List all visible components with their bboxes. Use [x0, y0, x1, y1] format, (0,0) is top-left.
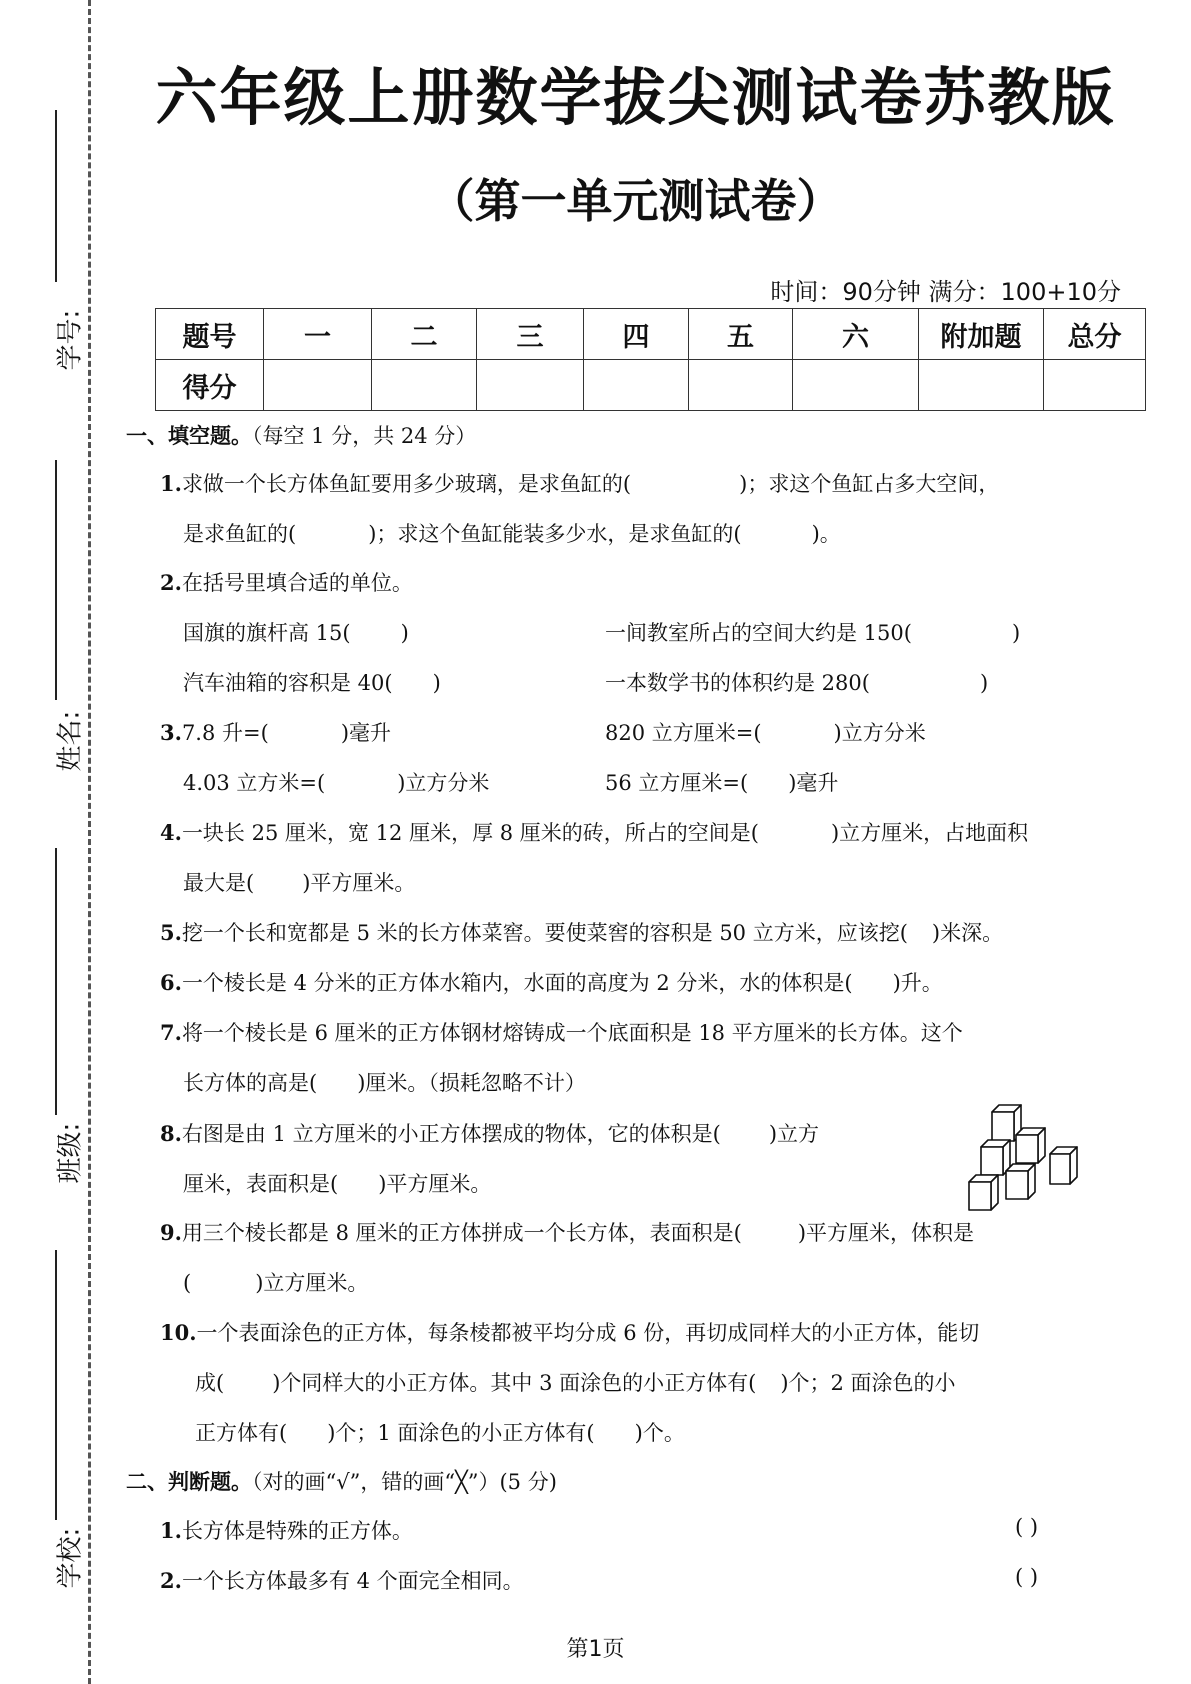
question-2-item-b — [605, 617, 1020, 647]
name-label: 姓名: — [55, 710, 86, 772]
question-text: 正方体有( — [195, 1421, 288, 1445]
question-text: )；求这个鱼缸占多大空间， — [739, 472, 1000, 496]
question-9-line-1 — [160, 1217, 974, 1247]
score-table — [155, 308, 1146, 411]
question-text: ) — [432, 671, 441, 695]
judgment-answer-box[interactable]: ( ) — [1015, 1565, 1039, 1589]
question-text: 是求鱼缸的( — [183, 522, 297, 546]
column-header: 三 — [477, 309, 584, 360]
question-note: （损耗忽略不计） — [428, 1071, 586, 1095]
question-text: 一个长方体最多有 4 个面完全相同。 — [181, 1569, 524, 1593]
cube-icon — [969, 1175, 998, 1210]
question-2-item-a — [183, 617, 409, 647]
question-text: ) — [400, 621, 409, 645]
binding-dashed-line — [88, 0, 91, 1684]
question-number: 3. — [160, 720, 182, 745]
question-number: 10. — [160, 1320, 197, 1345]
score-row-label: 得分 — [156, 360, 264, 411]
column-header: 二 — [372, 309, 477, 360]
question-number: 6. — [160, 970, 182, 995]
question-text: ( — [183, 1271, 192, 1295]
exam-meta: 时间：90分钟 满分：100+10分 — [770, 278, 1121, 306]
question-8-line-1 — [160, 1118, 819, 1148]
question-text: 国旗的旗杆高 15( — [183, 621, 351, 645]
judgment-answer-box[interactable]: ( ) — [1015, 1515, 1039, 1539]
column-header: 四 — [584, 309, 689, 360]
question-text: )个同样大的小正方体。其中 3 面涂色的小正方体有( — [272, 1371, 757, 1395]
question-10-line-2 — [195, 1367, 956, 1397]
section-1-note: （每空 1 分，共 24 分） — [252, 424, 477, 448]
question-8-line-2 — [183, 1168, 491, 1198]
question-number: 1. — [160, 1518, 182, 1543]
section-2-note: （对的画“√”，错的画“╳”）(5 分) — [252, 1470, 557, 1494]
question-text: 4.03 立方米=( — [183, 771, 326, 795]
question-number: 1. — [160, 471, 182, 496]
question-text: )毫升 — [788, 771, 839, 795]
question-text: 将一个棱长是 6 厘米的正方体钢材熔铸成一个底面积是 18 平方厘米的长方体。这个 — [181, 1021, 963, 1045]
question-9-line-2 — [183, 1267, 368, 1297]
question-text: )平方厘米，体积是 — [797, 1221, 975, 1245]
school-rule[interactable] — [55, 1250, 57, 1520]
question-text: 在括号里填合适的单位。 — [181, 571, 413, 595]
score-cell[interactable] — [793, 360, 919, 411]
question-2-item-c — [183, 667, 441, 697]
question-text: 最大是( — [183, 871, 255, 895]
score-cell[interactable] — [264, 360, 372, 411]
page-subtitle: （第一单元测试卷） — [428, 174, 843, 228]
question-1-line-2 — [183, 518, 841, 548]
stacked-cubes-figure — [962, 1104, 1092, 1219]
question-6 — [160, 967, 943, 997]
question-text: 一个棱长是 4 分米的正方体水箱内，水面的高度为 2 分米，水的体积是( — [181, 971, 853, 995]
question-3-item-d — [605, 767, 838, 797]
cube-icon — [1050, 1147, 1077, 1184]
question-number: 8. — [160, 1121, 182, 1146]
column-header: 附加题 — [919, 309, 1044, 360]
question-text: 一本数学书的体积约是 280( — [605, 671, 870, 695]
question-2-prompt — [160, 567, 413, 597]
question-1-line-1 — [160, 468, 999, 498]
question-text: 汽车油箱的容积是 40( — [183, 671, 393, 695]
score-table-header-row — [156, 309, 1146, 360]
question-text: 56 立方厘米=( — [605, 771, 749, 795]
name-rule[interactable] — [55, 460, 57, 700]
question-text: 成( — [195, 1371, 225, 1395]
question-text: )；求这个鱼缸能装多少水，是求鱼缸的( — [368, 522, 742, 546]
question-text: 挖一个长和宽都是 5 米的长方体菜窖。要使菜窖的容积是 50 立方米，应该挖( — [181, 921, 908, 945]
question-text: )立方 — [768, 1122, 820, 1146]
question-text: ) — [1011, 621, 1021, 645]
question-text: 厘米，表面积是( — [183, 1172, 339, 1196]
question-7-line-2 — [183, 1067, 586, 1097]
question-text: 一间教室所占的空间大约是 150( — [605, 621, 912, 645]
question-text: )米深。 — [931, 921, 1004, 945]
page-title: 六年级上册数学拔尖测试卷苏教版 — [155, 61, 1116, 134]
question-text: )。 — [811, 522, 841, 546]
question-3-item-a — [160, 717, 391, 747]
question-text: 一个表面涂色的正方体，每条棱都被平均分成 6 份，再切成同样大的小正方体，能切 — [196, 1321, 980, 1345]
cube-icon — [1016, 1128, 1045, 1163]
question-text: )个；1 面涂色的小正方体有( — [327, 1421, 595, 1445]
question-text: 长方体的高是( — [183, 1071, 318, 1095]
question-text: )平方厘米。 — [302, 871, 416, 895]
score-cell[interactable] — [919, 360, 1044, 411]
question-number: 4. — [160, 820, 182, 845]
class-label: 班级: — [55, 1122, 86, 1184]
question-7-line-1 — [160, 1017, 963, 1047]
row-header-cell: 题号 — [156, 309, 264, 360]
question-number: 7. — [160, 1020, 182, 1045]
question-text: )立方厘米，占地面积 — [830, 821, 1029, 845]
column-header: 五 — [689, 309, 793, 360]
question-text: )平方厘米。 — [378, 1172, 492, 1196]
section-1-title: 一、填空题。 — [126, 424, 252, 448]
question-text: 用三个棱长都是 8 厘米的正方体拼成一个长方体，表面积是( — [181, 1221, 742, 1245]
question-2-item-d — [605, 667, 988, 697]
question-text: ) — [979, 671, 989, 695]
question-text: 求做一个长方体鱼缸要用多少玻璃，是求鱼缸的( — [181, 472, 632, 496]
column-header: 六 — [793, 309, 919, 360]
question-3-item-c — [183, 767, 489, 797]
column-header: 一 — [264, 309, 372, 360]
question-text: )立方分米 — [833, 721, 926, 745]
question-10-line-1 — [160, 1317, 979, 1347]
question-3-item-b — [605, 717, 926, 747]
question-4-line-2 — [183, 867, 415, 897]
section-2-title: 二、判断题。 — [126, 1470, 252, 1494]
question-text: 右图是由 1 立方厘米的小正方体摆成的物体，它的体积是( — [181, 1122, 721, 1146]
cube-icon — [1006, 1164, 1035, 1199]
judgment-item-1 — [160, 1515, 413, 1545]
question-text: )立方厘米。 — [255, 1271, 369, 1295]
judgment-item-2 — [160, 1565, 524, 1595]
question-text: )厘米。 — [357, 1071, 429, 1095]
school-label: 学校: — [55, 1527, 86, 1589]
question-text: )个。 — [634, 1421, 685, 1445]
question-4-line-1 — [160, 817, 1028, 847]
question-text: 一块长 25 厘米，宽 12 厘米，厚 8 厘米的砖，所占的空间是( — [181, 821, 759, 845]
score-cell[interactable] — [1044, 360, 1146, 411]
student-id-label: 学号: — [55, 309, 86, 371]
score-cell[interactable] — [477, 360, 584, 411]
question-text: 820 立方厘米=( — [605, 721, 762, 745]
question-text: 7.8 升=( — [181, 721, 269, 745]
class-rule[interactable] — [55, 848, 57, 1115]
column-header: 总分 — [1044, 309, 1146, 360]
section-2-heading — [126, 1466, 557, 1496]
question-text: )立方分米 — [397, 771, 490, 795]
score-table-score-row — [156, 360, 1146, 411]
question-number: 2. — [160, 570, 182, 595]
question-text: )个；2 面涂色的小 — [780, 1371, 956, 1395]
question-number: 9. — [160, 1220, 182, 1245]
page-number: 第1页 — [566, 1637, 625, 1662]
question-text: )毫升 — [340, 721, 392, 745]
question-10-line-3 — [195, 1417, 685, 1447]
question-text: 长方体是特殊的正方体。 — [181, 1519, 413, 1543]
score-cell[interactable] — [689, 360, 793, 411]
cube-icon — [981, 1140, 1010, 1175]
score-cell[interactable] — [372, 360, 477, 411]
question-number: 2. — [160, 1568, 182, 1593]
question-text: )升。 — [892, 971, 943, 995]
score-cell[interactable] — [584, 360, 689, 411]
question-5 — [160, 917, 1003, 947]
section-1-heading — [126, 420, 476, 450]
question-number: 5. — [160, 920, 182, 945]
